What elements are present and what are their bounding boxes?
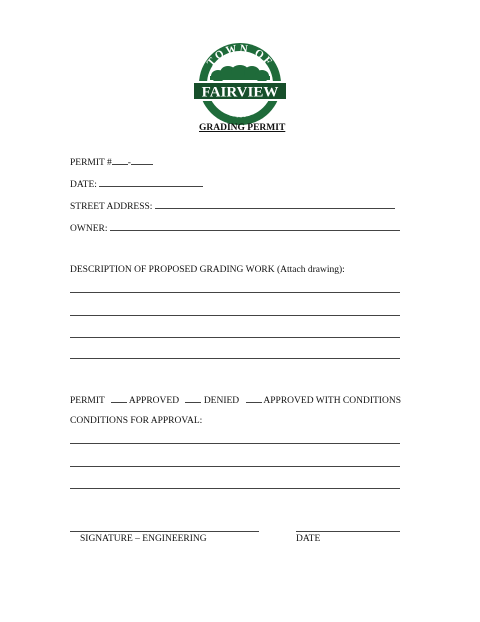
town-of-fairview-logo <box>190 40 290 126</box>
permit-number-sep: - <box>127 158 131 168</box>
date-field <box>70 177 203 191</box>
page-title: GRADING PERMIT <box>199 123 286 133</box>
street-address-blank <box>155 199 395 209</box>
owner-label: OWNER: <box>70 224 108 234</box>
description-line <box>70 292 400 293</box>
logo-name: FAIRVIEW <box>201 84 279 101</box>
description-line <box>70 337 400 338</box>
owner-blank <box>110 221 400 231</box>
signature-date-line <box>296 531 400 532</box>
description-line <box>70 358 400 359</box>
permit-number-field <box>70 155 153 169</box>
owner-field <box>70 221 400 235</box>
logo-top-text: TOWN OF <box>204 42 276 69</box>
permit-number-blank-1 <box>112 155 128 165</box>
decision-permit-label: PERMIT <box>70 396 105 406</box>
decision-row <box>70 393 401 407</box>
logo-bottom-text: TEXAS <box>221 105 259 120</box>
signature-line <box>70 531 259 532</box>
description-line <box>70 315 400 316</box>
date-blank <box>99 177 203 187</box>
conditions-line <box>70 488 400 489</box>
denied-blank <box>185 393 201 403</box>
conditions-label: CONDITIONS FOR APPROVAL: <box>70 416 203 426</box>
conditions-line <box>70 466 400 467</box>
date-label: DATE: <box>70 180 97 190</box>
signature-date-label: DATE <box>296 534 321 544</box>
denied-label: DENIED <box>203 396 240 406</box>
street-address-label: STREET ADDRESS: <box>70 202 153 212</box>
street-address-field <box>70 199 395 213</box>
approved-conditions-blank <box>246 393 262 403</box>
permit-number-label: PERMIT # <box>70 158 112 168</box>
permit-number-blank-2 <box>131 155 153 165</box>
conditions-line <box>70 443 400 444</box>
signature-engineering-label: SIGNATURE – ENGINEERING <box>80 534 207 544</box>
approved-blank <box>111 393 127 403</box>
description-label: DESCRIPTION OF PROPOSED GRADING WORK (Attach drawing): <box>70 265 345 275</box>
approved-conditions-label: APPROVED WITH CONDITIONS <box>263 396 401 406</box>
approved-label: APPROVED <box>128 396 180 406</box>
